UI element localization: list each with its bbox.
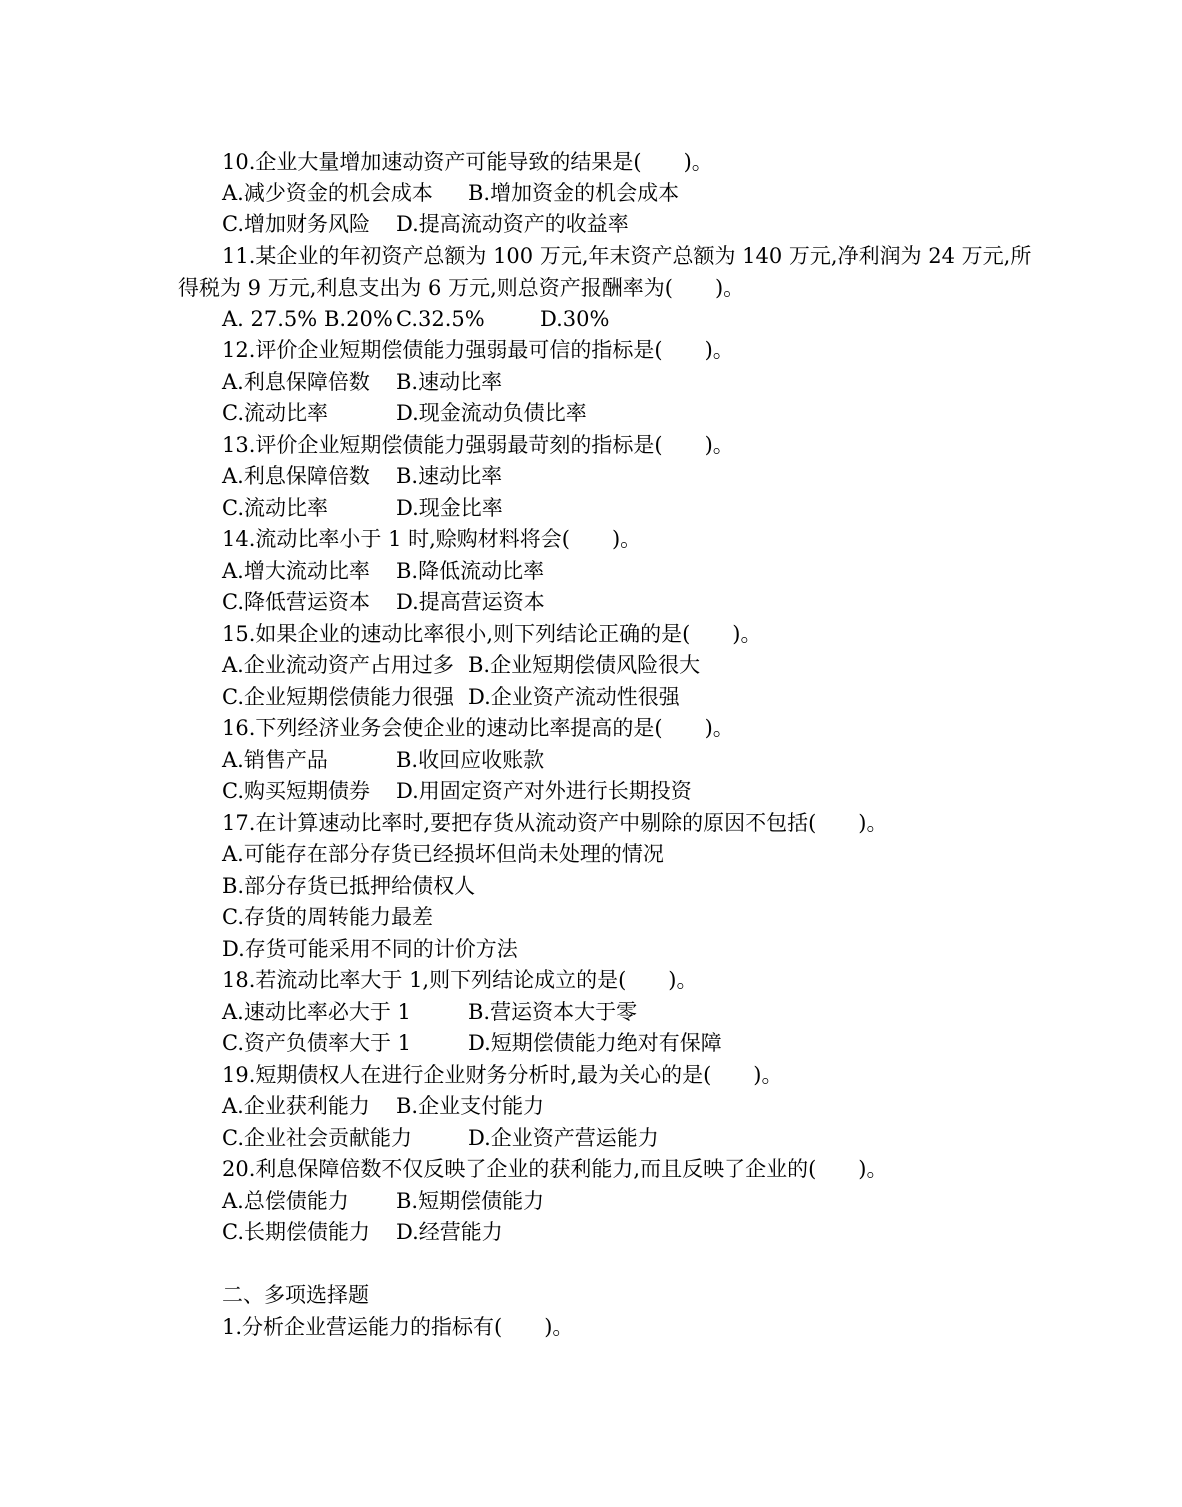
options-row — [222, 403, 587, 424]
option-d: D.提高营运资本 — [396, 590, 545, 614]
question-15 — [222, 624, 761, 645]
option-a: A.利息保障倍数 — [222, 464, 370, 488]
option-b: B.速动比率 — [396, 370, 503, 394]
options-row — [222, 1222, 503, 1243]
option-b: B.20% — [324, 307, 393, 331]
option-c: C.32.5% — [396, 307, 485, 331]
options-row — [222, 498, 503, 519]
option-d: D.提高流动资产的收益率 — [396, 212, 629, 236]
options-row — [222, 687, 680, 708]
option-d: D.短期偿债能力绝对有保障 — [468, 1031, 722, 1055]
options-row — [222, 781, 692, 802]
option-d: D.用固定资产对外进行长期投资 — [396, 779, 692, 803]
question-text: 13.评价企业短期偿债能力强弱最苛刻的指标是( )。 — [222, 433, 734, 457]
option-a: A.总偿债能力 — [222, 1189, 349, 1213]
question-13 — [222, 435, 734, 456]
option-a: A.增大流动比率 — [222, 559, 370, 583]
question-11-continued — [178, 278, 744, 299]
options-row — [222, 1096, 544, 1117]
option-c: C.企业社会贡献能力 — [222, 1126, 412, 1150]
question-text: 16.下列经济业务会使企业的速动比率提高的是( )。 — [222, 716, 734, 740]
question-text: 得税为 9 万元,利息支出为 6 万元,则总资产报酬率为( )。 — [178, 276, 745, 300]
question-10 — [222, 152, 713, 173]
option-b: B.收回应收账款 — [396, 748, 545, 772]
option-a: A.速动比率必大于 1 — [222, 1000, 411, 1024]
option-b — [222, 876, 475, 897]
question-text: 14.流动比率小于 1 时,赊购材料将会( )。 — [222, 527, 642, 551]
options-row — [222, 655, 700, 676]
section-heading — [222, 1285, 369, 1306]
option-c — [222, 907, 433, 928]
option-c: C.降低营运资本 — [222, 590, 370, 614]
option-text: A.可能存在部分存货已经损坏但尚未处理的情况 — [222, 842, 664, 866]
option-d: D.企业资产营运能力 — [468, 1126, 659, 1150]
option-c: C.增加财务风险 — [222, 212, 370, 236]
option-d: D.企业资产流动性很强 — [468, 685, 680, 709]
options-row — [222, 309, 609, 330]
option-d: D.30% — [540, 307, 610, 331]
question-text: 1.分析企业营运能力的指标有( )。 — [222, 1315, 574, 1339]
options-row — [222, 1033, 722, 1054]
option-c: C.流动比率 — [222, 401, 328, 425]
question-text: 19.短期债权人在进行企业财务分析时,最为关心的是( )。 — [222, 1063, 783, 1087]
option-d — [222, 939, 518, 960]
option-b: B.速动比率 — [396, 464, 503, 488]
options-row — [222, 466, 502, 487]
options-row — [222, 1128, 659, 1149]
option-b: B.营运资本大于零 — [468, 1000, 638, 1024]
options-row — [222, 183, 679, 204]
option-text: D.存货可能采用不同的计价方法 — [222, 937, 518, 961]
option-c: C.资产负债率大于 1 — [222, 1031, 412, 1055]
option-c: C.企业短期偿债能力很强 — [222, 685, 454, 709]
options-row — [222, 372, 502, 393]
option-c: C.流动比率 — [222, 496, 328, 520]
question-text: 11.某企业的年初资产总额为 100 万元,年末资产总额为 140 万元,净利润为 24 万元,所 — [222, 244, 1032, 268]
option-text: B.部分存货已抵押给债权人 — [222, 874, 476, 898]
question-18 — [222, 970, 698, 991]
question-19 — [222, 1065, 782, 1086]
option-a: A.销售产品 — [222, 748, 328, 772]
option-d: D.现金比率 — [396, 496, 503, 520]
option-b: B.降低流动比率 — [396, 559, 545, 583]
option-a: A. 27.5% — [222, 307, 318, 331]
question-20 — [222, 1159, 887, 1180]
options-row — [222, 561, 544, 582]
options-row — [222, 750, 544, 771]
option-a — [222, 844, 664, 865]
question-17 — [222, 813, 887, 834]
option-c: C.长期偿债能力 — [222, 1220, 370, 1244]
question-text: 20.利息保障倍数不仅反映了企业的获利能力,而且反映了企业的( )。 — [222, 1157, 888, 1181]
question-multi-1 — [222, 1317, 573, 1338]
option-b: B.企业支付能力 — [396, 1094, 545, 1118]
option-a: A.企业流动资产占用过多 — [222, 653, 454, 677]
option-b: B.企业短期偿债风险很大 — [468, 653, 701, 677]
question-text: 17.在计算速动比率时,要把存货从流动资产中剔除的原因不包括( )。 — [222, 811, 888, 835]
option-text: C.存货的周转能力最差 — [222, 905, 433, 929]
option-b: B.增加资金的机会成本 — [468, 181, 680, 205]
option-c: C.购买短期债券 — [222, 779, 370, 803]
option-d: D.现金流动负债比率 — [396, 401, 587, 425]
question-text: 12.评价企业短期偿债能力强弱最可信的指标是( )。 — [222, 338, 734, 362]
options-row — [222, 1002, 637, 1023]
section-title: 二、多项选择题 — [222, 1283, 369, 1307]
options-row — [222, 592, 545, 613]
question-text: 15.如果企业的速动比率很小,则下列结论正确的是( )。 — [222, 622, 762, 646]
question-text: 10.企业大量增加速动资产可能导致的结果是( )。 — [222, 150, 713, 174]
question-14 — [222, 529, 641, 550]
options-row — [222, 1191, 544, 1212]
option-a: A.利息保障倍数 — [222, 370, 370, 394]
question-16 — [222, 718, 734, 739]
option-d: D.经营能力 — [396, 1220, 503, 1244]
option-b: B.短期偿债能力 — [396, 1189, 545, 1213]
option-a: A.企业获利能力 — [222, 1094, 370, 1118]
option-a: A.减少资金的机会成本 — [222, 181, 433, 205]
options-row — [222, 214, 629, 235]
question-12 — [222, 340, 734, 361]
question-11 — [222, 246, 1031, 267]
question-text: 18.若流动比率大于 1,则下列结论成立的是( )。 — [222, 968, 698, 992]
